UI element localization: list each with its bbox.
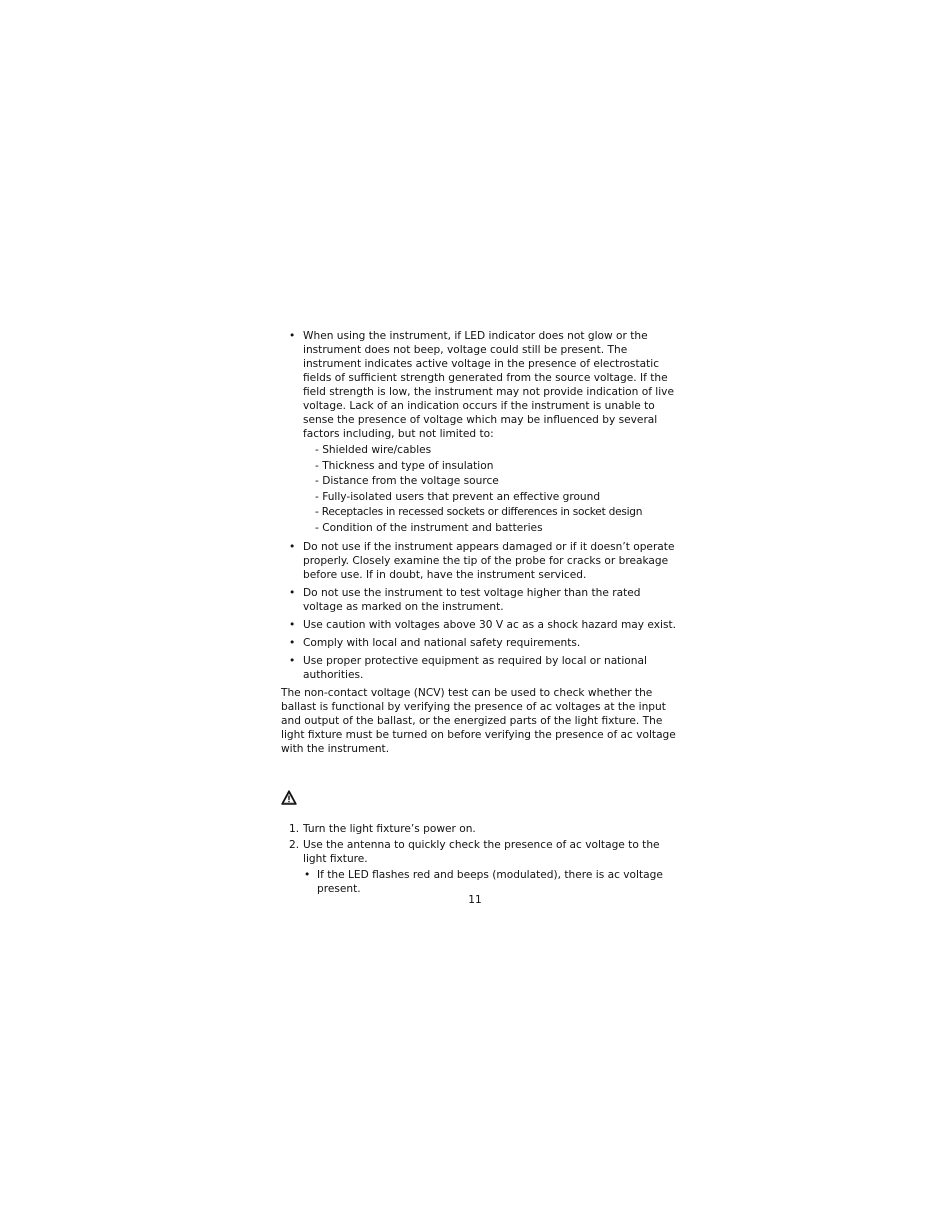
factor-item: - Distance from the voltage source [315, 475, 499, 487]
step-item [281, 822, 681, 836]
step-sub-bullets [303, 868, 681, 896]
bullet-item: • Use caution with voltages above 30 V ac as a shock hazard may exist. [281, 618, 681, 632]
factor-item: - Fully-isolated users that prevent an effective ground [315, 490, 601, 503]
factor-item: - Shielded wire/cables [315, 444, 432, 456]
step-text: Turn the light fixture’s power on. [303, 823, 476, 835]
bullet-text: When using the instrument, if LED indicator does not glow or the instrument does not beep, voltage could still be present. The instrument indicates active voltage in the presence of electrostatic fields of sufficient strength generated from the source voltage. If the field strength is low, the instrument may not provide indication of live voltage. Lack of an indication occurs if the instrument is unable to sense the presence of voltage which may be influenced by several factors including, but not limited to: [303, 330, 674, 440]
procedure-steps [281, 822, 681, 896]
bullet-item: • Comply with local and national safety requirements. [281, 636, 681, 650]
step-sub-bullet: • If the LED flashes red and beeps (modulated), there is ac voltage present. [303, 868, 681, 896]
page-content [281, 329, 681, 898]
factor-item: - Condition of the instrument and batteries [315, 521, 543, 534]
factor-item: - Receptacles in recessed sockets or differences in socket design [315, 506, 643, 518]
safety-bullet-list [281, 329, 681, 682]
step-number: 2. [289, 839, 300, 851]
factor-list [315, 443, 681, 536]
step-number: 1. [289, 823, 300, 835]
bullet-item: • Do not use the instrument to test voltage higher than the rated voltage as marked on the instrument. [281, 586, 681, 614]
bullet-item: • Use proper protective equipment as required by local or national authorities. [281, 654, 681, 682]
step-text: Use the antenna to quickly check the presence of ac voltage to the light fixture. [303, 839, 660, 865]
step-item [281, 838, 681, 896]
ncv-paragraph: The non-contact voltage (NCV) test can be used to check whether the ballast is functional by verifying the presence of ac voltages at the input and output of the ballast, or the energized parts of the light fixture. The light fixture must be turned on before verifying the presence of ac voltage with the instrument. [281, 687, 676, 755]
page-number: 11 [468, 894, 482, 906]
factor-item: - Thickness and type of insulation [315, 459, 494, 472]
bullet-item: • Do not use if the instrument appears damaged or if it doesn’t operate properly. Closely examine the tip of the probe for cracks or breakage before use. If in doubt, have the instrument serviced. [281, 540, 681, 582]
warning-row [281, 790, 681, 808]
warning-triangle-icon [281, 790, 297, 805]
bullet-item [281, 329, 681, 536]
